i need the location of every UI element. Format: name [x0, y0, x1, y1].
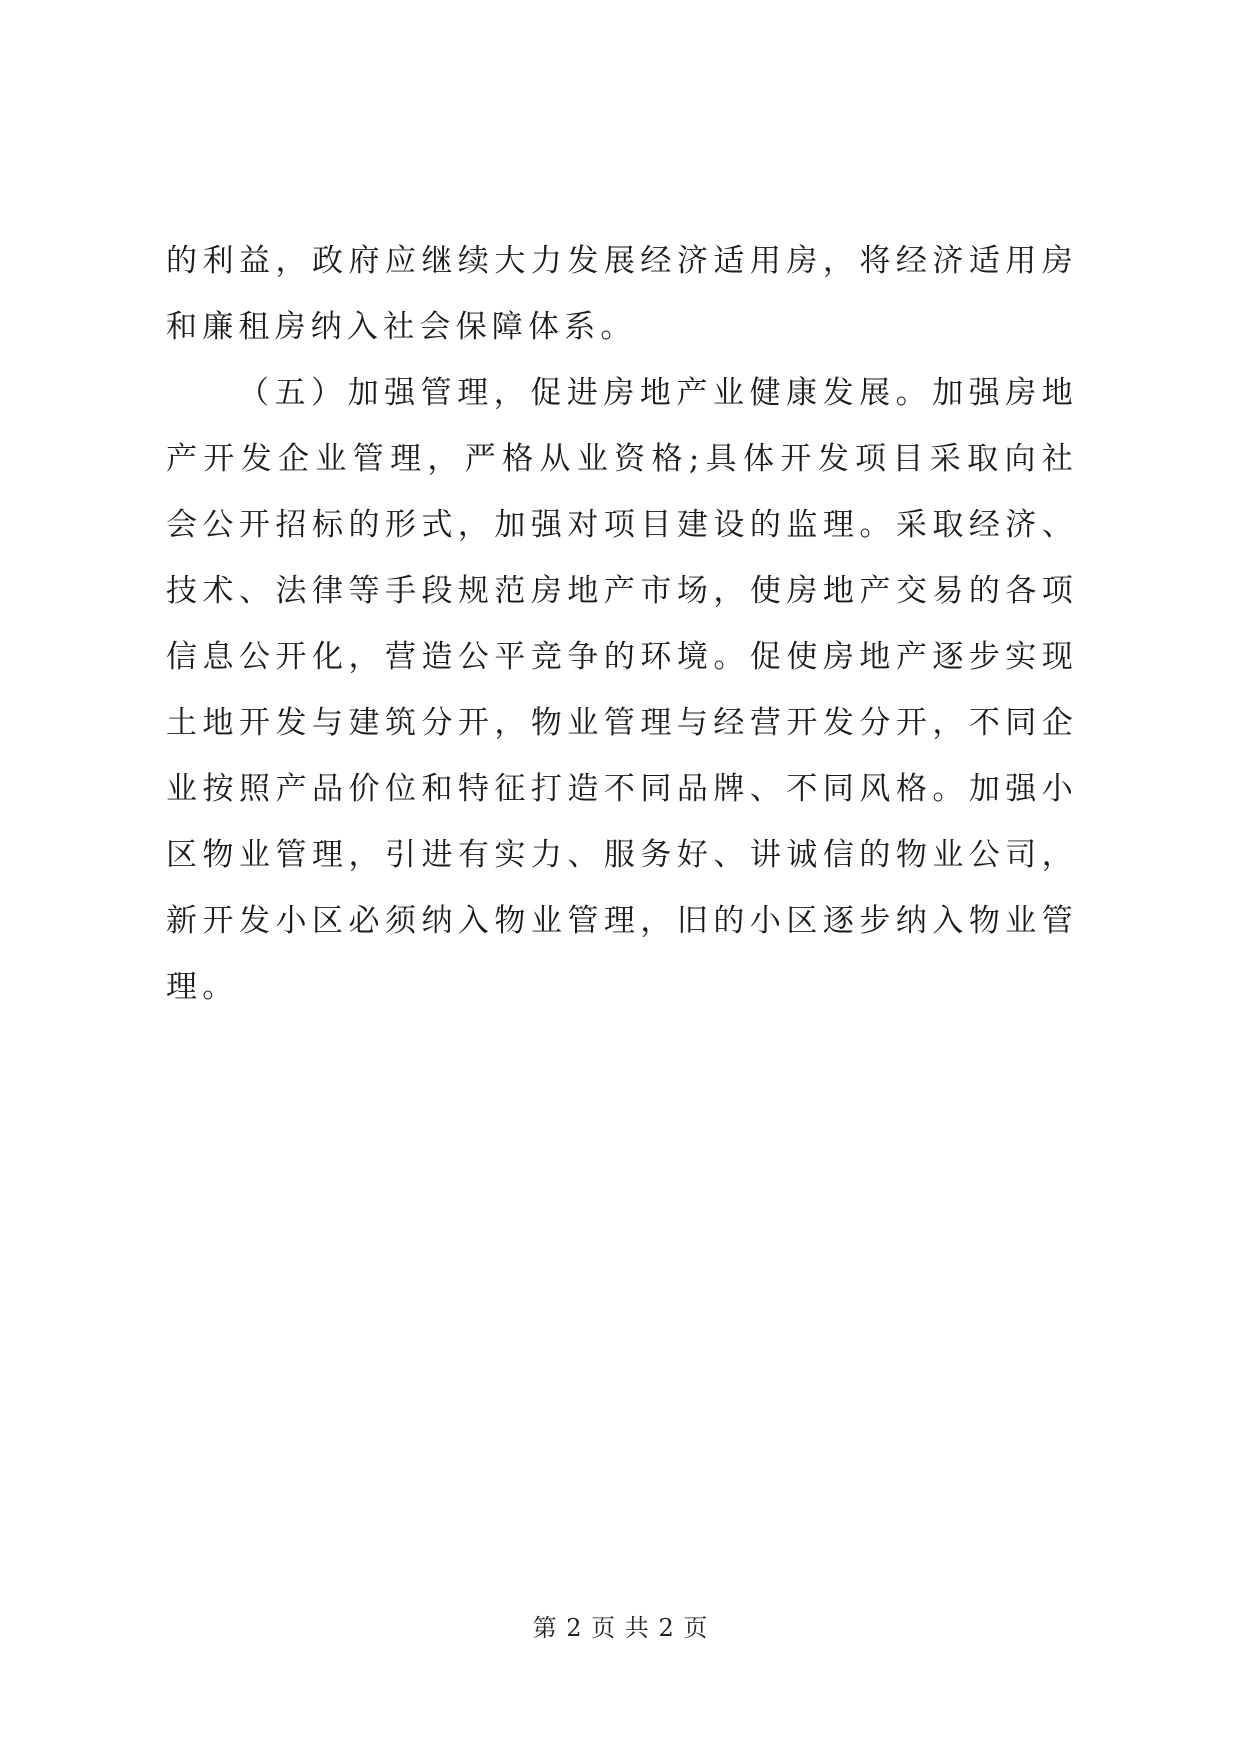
paragraph-section-five: （五）加强管理，促进房地产业健康发展。加强房地产开发企业管理，严格从业资格;具体开发项目采取向社会公开招标的形式，加强对项目建设的监理。采取经济、技术、法律等手段规范房地产市场，使房地产交易的各项信息公开化，营造公平竞争的环境。促使房地产逐步实现土地开发与建筑分开，物业管理与经营开发分开，不同企业按照产品价位和特征打造不同品牌、不同风格。加强小区物业管理，引进有实力、服务好、讲诚信的物业公司，新开发小区必须纳入物业管理，旧的小区逐步纳入物业管理。 [166, 375, 1078, 1005]
paragraph-continuation: 的利益，政府应继续大力发展经济适用房，将经济适用房和廉租房纳入社会保障体系。 [166, 243, 1078, 345]
document-body [166, 228, 1078, 1020]
page-number-footer: 第 2 页 共 2 页 [532, 1614, 709, 1642]
